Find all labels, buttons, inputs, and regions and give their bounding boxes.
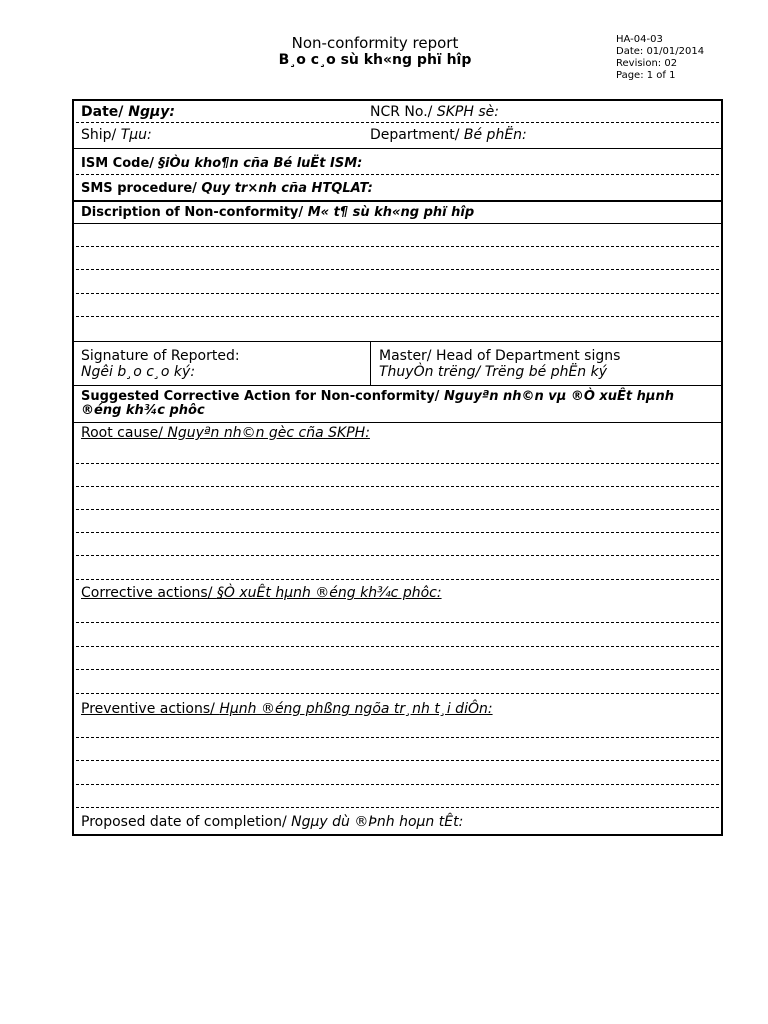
preventive-line-4[interactable] (76, 807, 719, 808)
report-subtitle: B¸o c¸o sù kh«ng phï hîp (278, 52, 472, 68)
corrective-line-1[interactable] (76, 622, 719, 623)
date-ncr-fill-line[interactable] (76, 122, 719, 123)
document-control-info (616, 34, 704, 82)
root-cause-line-3[interactable] (76, 509, 719, 510)
suggested-action-heading: Suggested Corrective Action for Non-conformity/ Nguyªn nh©n vµ ®Ò xuÊt hµnh ®éng kh¾c phôc (81, 389, 675, 418)
department-label: Department/ Bé phËn: (370, 127, 527, 143)
divider (74, 341, 721, 342)
preventive-actions-label: Preventive actions/ Hµnh ®éng phßng ngõa tr¸nh t¸i diÔn: (81, 701, 493, 717)
doc-revision: Revision: 02 (616, 58, 678, 69)
description-line-4[interactable] (76, 316, 719, 317)
corrective-line-2[interactable] (76, 646, 719, 647)
ship-label: Ship/ Tµu: (81, 127, 152, 143)
master-signature-label: Master/ Head of Department signs ThuyÒn trëng/ Trëng bé phËn ký (379, 348, 621, 380)
description-label: Discription of Non-conformity/ M« t¶ sù kh«ng phï hîp (81, 205, 475, 220)
ism-code-label: ISM Code/ §iÒu kho¶n cña Bé luËt ISM: (81, 156, 363, 171)
ncr-number-label: NCR No./ SKPH sè: (370, 104, 499, 120)
nonconformity-form (72, 99, 723, 836)
divider (74, 200, 721, 202)
signature-divider (370, 341, 371, 385)
divider (74, 385, 721, 386)
description-line-1[interactable] (76, 246, 719, 247)
reporter-signature-label: Signature of Reported: Ngêi b¸o c¸o ký: (81, 348, 240, 380)
root-cause-line-1[interactable] (76, 463, 719, 464)
preventive-line-2[interactable] (76, 760, 719, 761)
corrective-actions-label: Corrective actions/ §Ò xuÊt hµnh ®éng kh¾c phôc: (81, 585, 442, 601)
corrective-line-4[interactable] (76, 693, 719, 694)
doc-date: Date: 01/01/2014 (616, 46, 705, 57)
sms-procedure-label: SMS procedure/ Quy tr×nh cña HTQLAT: (81, 181, 373, 196)
root-cause-line-5[interactable] (76, 555, 719, 556)
description-line-3[interactable] (76, 293, 719, 294)
doc-page: Page: 1 of 1 (616, 70, 676, 81)
report-title: Non-conformity report (291, 34, 459, 52)
divider (74, 148, 721, 149)
root-cause-line-6[interactable] (76, 579, 719, 580)
completion-date-label: Proposed date of completion/ Ngµy dù ®Þnh hoµn tÊt: (81, 814, 464, 830)
preventive-line-3[interactable] (76, 784, 719, 785)
description-line-2[interactable] (76, 269, 719, 270)
root-cause-line-2[interactable] (76, 486, 719, 487)
root-cause-line-4[interactable] (76, 532, 719, 533)
divider (74, 223, 721, 224)
doc-code: HA-04-03 (616, 34, 663, 45)
root-cause-label: Root cause/ Nguyªn nh©n gèc cña SKPH: (81, 425, 370, 441)
preventive-line-1[interactable] (76, 737, 719, 738)
divider (74, 422, 721, 423)
ism-code-fill-line[interactable] (76, 174, 719, 175)
corrective-line-3[interactable] (76, 669, 719, 670)
date-label: Date/ Ngµy: (81, 104, 176, 120)
